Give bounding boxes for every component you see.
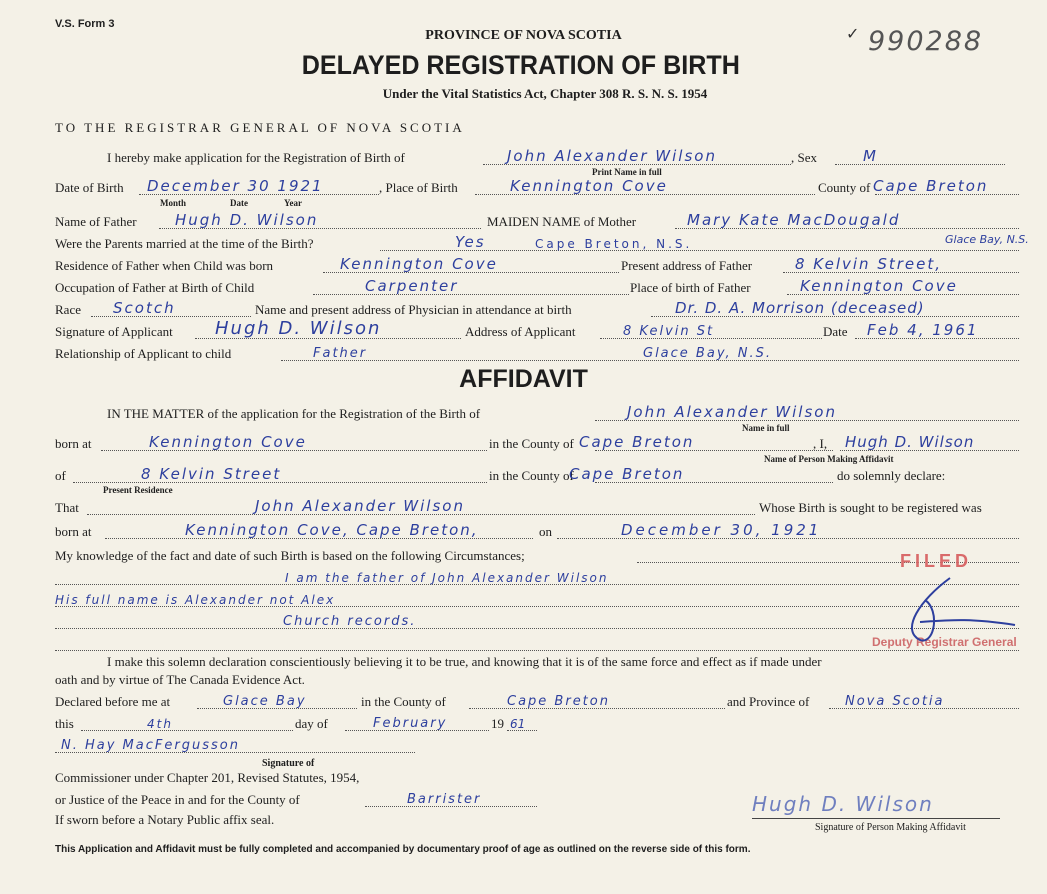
- signature-label: Signature of Applicant: [55, 324, 173, 339]
- row-declaration2: [55, 668, 1019, 690]
- dob-label: Date of Birth: [55, 180, 124, 195]
- form-id: V.S. Form 3: [55, 18, 115, 30]
- residence-field[interactable]: Kennington Cove: [340, 255, 498, 273]
- born-at-field[interactable]: Kennington Cove: [149, 433, 307, 451]
- name-full-hint: Name in full: [742, 423, 790, 433]
- residence-label: Residence of Father when Child was born: [55, 258, 274, 273]
- row-knowledge: [55, 544, 1019, 566]
- footer-note: This Application and Affidavit must be fully completed and accompanied by documentary proof of age as outlined on the reverse side of this form.: [55, 844, 751, 855]
- pob-field[interactable]: Kennington Cove: [510, 177, 668, 195]
- sex-label: , Sex: [791, 150, 817, 165]
- row-that: [55, 496, 1019, 518]
- year-hint: Year: [284, 198, 302, 208]
- row-signature: [55, 320, 1019, 342]
- declarant-sig-hint: Signature of Person Making Affidavit: [815, 822, 966, 833]
- mother-label: MAIDEN NAME of Mother: [487, 214, 637, 229]
- row-parents: [55, 210, 1019, 232]
- print-name-hint: Print Name in full: [592, 167, 662, 177]
- on-label: on: [539, 524, 552, 539]
- occupation-field[interactable]: Carpenter: [365, 277, 459, 295]
- child-name-field[interactable]: John Alexander Wilson: [507, 147, 717, 165]
- circ2-field[interactable]: His full name is Alexander not Alex: [55, 593, 336, 607]
- row-of: [55, 464, 1019, 486]
- date-field[interactable]: Feb 4, 1961: [867, 321, 979, 339]
- this-label: this: [55, 716, 74, 731]
- month-field[interactable]: February: [373, 716, 448, 731]
- row-dob: [55, 176, 1019, 198]
- applicant-town[interactable]: Glace Bay, N.S.: [643, 346, 773, 361]
- row-married: [55, 232, 1029, 254]
- physician-field[interactable]: Dr. D. A. Morrison (deceased): [675, 299, 925, 317]
- dob-field[interactable]: December 30 1921: [147, 177, 324, 195]
- of-field[interactable]: 8 Kelvin Street: [141, 465, 282, 483]
- serial-number: 990288: [868, 26, 984, 57]
- province-label: and Province of: [727, 694, 810, 709]
- justice-field[interactable]: Barrister: [407, 792, 482, 807]
- relationship-field[interactable]: Father: [313, 346, 368, 361]
- do-solemnly: do solemnly declare:: [837, 468, 946, 483]
- glace-bay-note[interactable]: Glace Bay, N.S.: [945, 233, 1029, 246]
- year-field[interactable]: 61: [510, 717, 526, 731]
- whose-birth: Whose Birth is sought to be registered was: [759, 500, 982, 515]
- date-label: Date: [823, 324, 848, 339]
- declared-province-field[interactable]: Nova Scotia: [845, 694, 945, 709]
- declaration1: I make this solemn declaration conscientiously believing it to be true, and knowing that it is of the same force and effect as if made under: [107, 654, 822, 669]
- registrar-signature: [880, 570, 1030, 650]
- filed-stamp: FILED: [900, 551, 972, 571]
- affidavit-heading: AFFIDAVIT: [459, 365, 588, 393]
- circ3-field[interactable]: Church records.: [283, 614, 417, 629]
- circ1-field[interactable]: I am the father of John Alexander Wilson: [285, 571, 609, 585]
- in-county-label-3: in the County of: [361, 694, 446, 709]
- declaration2: oath and by virtue of The Canada Evidence Act.: [55, 672, 305, 687]
- county-label: County of: [818, 180, 871, 195]
- relationship-label: Relationship of Applicant to child: [55, 346, 232, 361]
- day-of-label: day of: [295, 716, 328, 731]
- row-born-at: [55, 432, 1019, 454]
- in-county-label-2: in the County of: [489, 468, 574, 483]
- declarant-field[interactable]: Hugh D. Wilson: [845, 433, 975, 451]
- deputy-registrar-stamp: Deputy Registrar General: [872, 635, 1017, 649]
- born-at-label: born at: [55, 436, 92, 451]
- row-this-day: [55, 712, 1019, 734]
- row-declared: [55, 690, 1019, 712]
- applicant-addr-label: Address of Applicant: [465, 324, 576, 339]
- page-subtitle: Under the Vital Statistics Act, Chapter 308 R. S. N. S. 1954: [382, 86, 708, 101]
- check-mark: ✓: [846, 24, 860, 43]
- applicant-addr-field[interactable]: 8 Kelvin St: [623, 324, 715, 339]
- occupation-label: Occupation of Father at Birth of Child: [55, 280, 255, 295]
- row-circ1: [55, 566, 1019, 588]
- race-label: Race: [55, 302, 81, 317]
- signature-field[interactable]: Hugh D. Wilson: [215, 318, 382, 339]
- commissioner-line: Commissioner under Chapter 201, Revised Statutes, 1954,: [55, 770, 360, 785]
- county-field[interactable]: Cape Breton: [873, 177, 989, 195]
- present-addr-label: Present address of Father: [621, 258, 753, 273]
- i-label: , I,: [813, 436, 828, 451]
- row-commissioner-sig: [55, 734, 1019, 756]
- mother-field[interactable]: Mary Kate MacDougald: [687, 211, 901, 229]
- declared-label: Declared before me at: [55, 694, 171, 709]
- born-at2-label: born at: [55, 524, 92, 539]
- province-heading: PROVINCE OF NOVA SCOTIA: [425, 28, 622, 43]
- born-at2-field[interactable]: Kennington Cove, Cape Breton,: [185, 521, 479, 539]
- row-circ3: [55, 610, 1019, 632]
- declarant-hint: Name of Person Making Affidavit: [764, 454, 894, 464]
- pob-label: , Place of Birth: [379, 180, 458, 195]
- row-residence: [55, 254, 1019, 276]
- row-circ2: [55, 588, 1019, 610]
- race-field[interactable]: Scotch: [113, 299, 176, 317]
- addressee: TO THE REGISTRAR GENERAL OF NOVA SCOTIA: [55, 120, 465, 135]
- married-field[interactable]: Yes: [455, 233, 486, 251]
- row-race: [55, 298, 1019, 320]
- name-label: I hereby make application for the Registration of Birth of: [107, 150, 405, 165]
- commissioner-signature[interactable]: N. Hay MacFergusson: [61, 738, 240, 753]
- physician-label: Name and present address of Physician in attendance at birth: [255, 302, 572, 317]
- married-label: Were the Parents married at the time of the Birth?: [55, 236, 314, 251]
- notary-line: If sworn before a Notary Public affix seal.: [55, 812, 275, 827]
- month-hint: Month: [160, 198, 187, 208]
- declared-place-field[interactable]: Glace Bay: [223, 694, 307, 709]
- knowledge-label: My knowledge of the fact and date of such Birth is based on the following Circumstances;: [55, 548, 525, 563]
- that-name-field[interactable]: John Alexander Wilson: [255, 497, 465, 515]
- year-prefix: 19: [491, 716, 504, 731]
- declared-county-field[interactable]: Cape Breton: [507, 694, 610, 709]
- married-place[interactable]: Cape Breton, N.S.: [535, 237, 693, 251]
- row-occupation: [55, 276, 1019, 298]
- declarant-signature[interactable]: Hugh D. Wilson: [752, 792, 934, 816]
- row-relationship: [55, 342, 1019, 364]
- father-pob-field[interactable]: Kennington Cove: [800, 277, 958, 295]
- on-date-field[interactable]: December 30, 1921: [621, 521, 822, 539]
- row-name: [55, 146, 1019, 168]
- matter-label: IN THE MATTER of the application for the Registration of the Birth of: [107, 406, 481, 421]
- of-label: of: [55, 468, 66, 483]
- county2-field[interactable]: Cape Breton: [569, 465, 685, 483]
- this-day-field[interactable]: 4th: [147, 717, 173, 731]
- father-label: Name of Father: [55, 214, 137, 229]
- date-hint: Date: [230, 198, 248, 208]
- signature-of-hint: Signature of: [262, 758, 315, 769]
- in-county-label: in the County of: [489, 436, 574, 451]
- page-title: DELAYED REGISTRATION OF BIRTH: [301, 50, 740, 80]
- that-label: That: [55, 500, 79, 515]
- father-field[interactable]: Hugh D. Wilson: [175, 211, 319, 229]
- row-commissioner: [55, 766, 1019, 788]
- father-pob-label: Place of birth of Father: [630, 280, 751, 295]
- sex-field[interactable]: M: [863, 147, 878, 165]
- row-matter: [55, 402, 1019, 424]
- matter-name-field[interactable]: John Alexander Wilson: [627, 403, 837, 421]
- justice-label: or Justice of the Peace in and for the County of: [55, 792, 300, 807]
- county1-field[interactable]: Cape Breton: [579, 433, 695, 451]
- present-residence-hint: Present Residence: [103, 485, 173, 495]
- present-addr-field[interactable]: 8 Kelvin Street,: [795, 255, 943, 273]
- declarant-signature-line: [752, 790, 1000, 819]
- row-born-at-2: [55, 520, 1019, 542]
